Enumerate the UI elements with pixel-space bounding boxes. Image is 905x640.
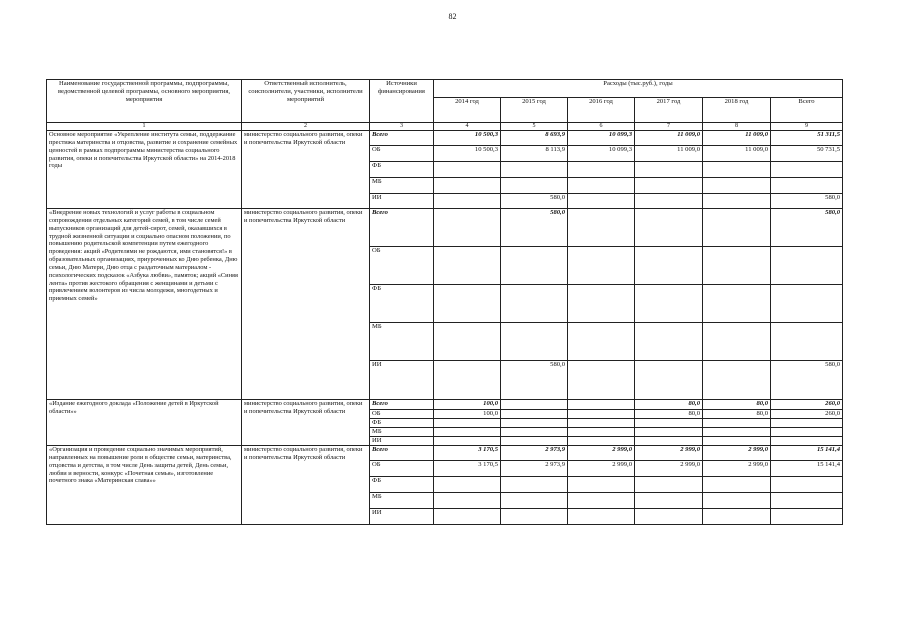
table-row xyxy=(47,131,843,146)
year-value: 2 973,9 xyxy=(501,446,568,461)
year-value xyxy=(434,509,501,525)
year-value xyxy=(568,194,635,209)
year-value xyxy=(568,323,635,361)
year-value xyxy=(568,247,635,285)
year-value xyxy=(568,162,635,178)
year-value xyxy=(635,477,703,493)
year-value xyxy=(703,209,771,247)
funding-source: ОБ xyxy=(370,461,434,477)
year-value xyxy=(434,428,501,437)
year-value: 80,0 xyxy=(703,410,771,419)
year-value xyxy=(635,285,703,323)
year-value xyxy=(635,323,703,361)
year-value: 10 500,3 xyxy=(434,131,501,146)
header-year: 2015 год xyxy=(501,98,568,123)
year-value xyxy=(568,477,635,493)
funding-source: МБ xyxy=(370,493,434,509)
funding-source: МБ xyxy=(370,323,434,361)
year-value xyxy=(568,285,635,323)
year-value xyxy=(434,178,501,194)
year-value: 10 099,3 xyxy=(568,131,635,146)
year-value: 3 170,5 xyxy=(434,446,501,461)
year-value xyxy=(703,361,771,400)
year-value xyxy=(635,419,703,428)
year-value xyxy=(568,437,635,446)
year-value xyxy=(635,162,703,178)
year-value xyxy=(703,419,771,428)
year-value xyxy=(635,437,703,446)
measure-name: «Издание ежегодного доклада «Положение детей в Иркутской области»» xyxy=(47,400,242,446)
funding-source: Всего xyxy=(370,209,434,247)
funding-source: ИИ xyxy=(370,194,434,209)
header-total: Всего xyxy=(771,98,843,123)
year-value xyxy=(434,419,501,428)
year-value: 80,0 xyxy=(635,410,703,419)
budget-table xyxy=(46,79,843,525)
year-value xyxy=(635,194,703,209)
year-value: 2 999,0 xyxy=(703,461,771,477)
funding-source: ОБ xyxy=(370,146,434,162)
year-value xyxy=(703,178,771,194)
year-value xyxy=(434,209,501,247)
column-number: 6 xyxy=(568,123,635,131)
year-value: 3 170,5 xyxy=(434,461,501,477)
total-value xyxy=(771,509,843,525)
funding-source: ИИ xyxy=(370,437,434,446)
year-value: 580,0 xyxy=(501,194,568,209)
measure-name: «Внедрение новых технологий и услуг работы в социальном сопровождении отдельных категорий семей, в том числе семей выпускников организаций для детей-сирот, семей, оказавшихся в трудной жизненной ситуации и социально опасном положении, по повышению родительской компетенции путем ежегодного проведения: акций «Родителями не рождаются, ими становятся!» в образовательных организациях, приуроченных ко Дню ребенка, Дню семьи, Дню Матери, Дню отца с раздаточным материалом - психологических подсказок «Азбука любви», памяток; акций «Синяя лента» против жестокого обращения с женщинами и детьми с привлечением волонтеров из числа молодежи, многодетных и приемных семей» xyxy=(47,209,242,400)
column-number: 2 xyxy=(242,123,370,131)
year-value xyxy=(568,428,635,437)
total-value: 50 731,5 xyxy=(771,146,843,162)
year-value: 2 973,9 xyxy=(501,461,568,477)
year-value xyxy=(434,162,501,178)
column-number: 8 xyxy=(703,123,771,131)
year-value xyxy=(501,493,568,509)
year-value: 80,0 xyxy=(635,400,703,410)
header-source: Источники финансирования xyxy=(370,80,434,123)
year-value: 11 009,0 xyxy=(703,146,771,162)
year-value: 11 009,0 xyxy=(635,131,703,146)
year-value: 2 999,0 xyxy=(568,446,635,461)
year-value xyxy=(703,162,771,178)
table-row xyxy=(47,400,843,410)
year-value xyxy=(635,493,703,509)
year-value xyxy=(703,323,771,361)
total-value xyxy=(771,178,843,194)
funding-source: ФБ xyxy=(370,419,434,428)
year-value: 10 099,3 xyxy=(568,146,635,162)
year-value: 580,0 xyxy=(501,361,568,400)
funding-source: Всего xyxy=(370,131,434,146)
year-value: 8 113,9 xyxy=(501,146,568,162)
year-value xyxy=(568,400,635,410)
column-number: 7 xyxy=(635,123,703,131)
year-value xyxy=(434,493,501,509)
total-value xyxy=(771,477,843,493)
year-value xyxy=(434,247,501,285)
year-value xyxy=(434,194,501,209)
funding-source: ОБ xyxy=(370,247,434,285)
header-executor: Ответственный исполнитель, соисполнители, участники, исполнители мероприятий xyxy=(242,80,370,123)
executor: министерство социального развития, опеки и попечительства Иркутской области xyxy=(242,446,370,525)
year-value xyxy=(703,437,771,446)
funding-source: МБ xyxy=(370,178,434,194)
column-number: 3 xyxy=(370,123,434,131)
year-value xyxy=(568,209,635,247)
funding-source: ФБ xyxy=(370,162,434,178)
year-value xyxy=(703,509,771,525)
year-value xyxy=(703,493,771,509)
column-numbers-row xyxy=(47,123,843,131)
total-value xyxy=(771,323,843,361)
year-value: 11 009,0 xyxy=(703,131,771,146)
total-value: 15 141,4 xyxy=(771,446,843,461)
executor: министерство социального развития, опеки и попечительства Иркутской области xyxy=(242,131,370,209)
year-value: 10 500,3 xyxy=(434,146,501,162)
year-value xyxy=(434,361,501,400)
year-value: 2 999,0 xyxy=(703,446,771,461)
year-value xyxy=(635,178,703,194)
total-value xyxy=(771,493,843,509)
funding-source: ИИ xyxy=(370,509,434,525)
year-value xyxy=(568,509,635,525)
year-value: 8 693,9 xyxy=(501,131,568,146)
year-value xyxy=(501,323,568,361)
total-value xyxy=(771,428,843,437)
year-value xyxy=(703,247,771,285)
executor: министерство социального развития, опеки и попечительства Иркутской области xyxy=(242,209,370,400)
funding-source: ИИ xyxy=(370,361,434,400)
year-value xyxy=(501,285,568,323)
year-value xyxy=(501,477,568,493)
header-expenses: Расходы (тыс.руб.), годы xyxy=(434,80,843,98)
year-value xyxy=(501,162,568,178)
total-value: 580,0 xyxy=(771,194,843,209)
year-value xyxy=(501,178,568,194)
year-value xyxy=(568,419,635,428)
funding-source: Всего xyxy=(370,446,434,461)
year-value xyxy=(501,437,568,446)
page-number: 82 xyxy=(448,12,457,21)
header-year: 2016 год xyxy=(568,98,635,123)
header-row xyxy=(47,80,843,98)
year-value: 2 999,0 xyxy=(568,461,635,477)
year-value xyxy=(434,323,501,361)
total-value xyxy=(771,437,843,446)
total-value xyxy=(771,419,843,428)
measure-name: Основное мероприятие «Укрепление института семьи, поддержание престижа материнства и отцовства, развитие и сохранение семейных ценностей в рамках подпрограммы министерства социального развития, опеки и попечительства Иркутской области» на 2014-2018 годы xyxy=(47,131,242,209)
header-year: 2017 год xyxy=(635,98,703,123)
table-row xyxy=(47,446,843,461)
year-value: 2 999,0 xyxy=(635,446,703,461)
table-row xyxy=(47,209,843,247)
year-value xyxy=(568,410,635,419)
total-value: 260,0 xyxy=(771,410,843,419)
column-number: 9 xyxy=(771,123,843,131)
year-value: 100,0 xyxy=(434,410,501,419)
year-value xyxy=(703,477,771,493)
year-value xyxy=(635,361,703,400)
year-value xyxy=(703,428,771,437)
year-value xyxy=(568,493,635,509)
header-year: 2018 год xyxy=(703,98,771,123)
year-value: 11 009,0 xyxy=(635,146,703,162)
funding-source: ФБ xyxy=(370,285,434,323)
year-value xyxy=(501,247,568,285)
total-value xyxy=(771,162,843,178)
year-value xyxy=(703,285,771,323)
year-value xyxy=(635,509,703,525)
year-value xyxy=(501,410,568,419)
year-value: 580,0 xyxy=(501,209,568,247)
header-year: 2014 год xyxy=(434,98,501,123)
year-value xyxy=(501,400,568,410)
total-value: 15 141,4 xyxy=(771,461,843,477)
year-value xyxy=(568,178,635,194)
year-value xyxy=(635,247,703,285)
year-value xyxy=(501,509,568,525)
year-value xyxy=(434,437,501,446)
total-value: 51 311,5 xyxy=(771,131,843,146)
year-value xyxy=(568,361,635,400)
total-value: 580,0 xyxy=(771,361,843,400)
funding-source: ФБ xyxy=(370,477,434,493)
executor: министерство социального развития, опеки и попечительства Иркутской области xyxy=(242,400,370,446)
total-value xyxy=(771,247,843,285)
year-value: 100,0 xyxy=(434,400,501,410)
year-value xyxy=(434,285,501,323)
total-value: 260,0 xyxy=(771,400,843,410)
year-value: 80,0 xyxy=(703,400,771,410)
funding-source: МБ xyxy=(370,428,434,437)
column-number: 4 xyxy=(434,123,501,131)
column-number: 5 xyxy=(501,123,568,131)
year-value xyxy=(635,428,703,437)
column-number: 1 xyxy=(47,123,242,131)
year-value: 2 999,0 xyxy=(635,461,703,477)
year-value xyxy=(501,419,568,428)
year-value xyxy=(635,209,703,247)
total-value: 580,0 xyxy=(771,209,843,247)
year-value xyxy=(501,428,568,437)
year-value xyxy=(434,477,501,493)
total-value xyxy=(771,285,843,323)
funding-source: Всего xyxy=(370,400,434,410)
funding-source: ОБ xyxy=(370,410,434,419)
year-value xyxy=(703,194,771,209)
measure-name: «Организация и проведение социально значимых мероприятий, направленных на повышение роли в обществе семьи, материнства, отцовства и детства, в том числе День защиты детей, День семьи, любви и верности, конкурс «Почетная семья», изготовление почетного знака «Материнская слава»» xyxy=(47,446,242,525)
header-name: Наименование государственной программы, подпрограммы, ведомственной целевой программы, основного мероприятия, мероприятия xyxy=(47,80,242,123)
